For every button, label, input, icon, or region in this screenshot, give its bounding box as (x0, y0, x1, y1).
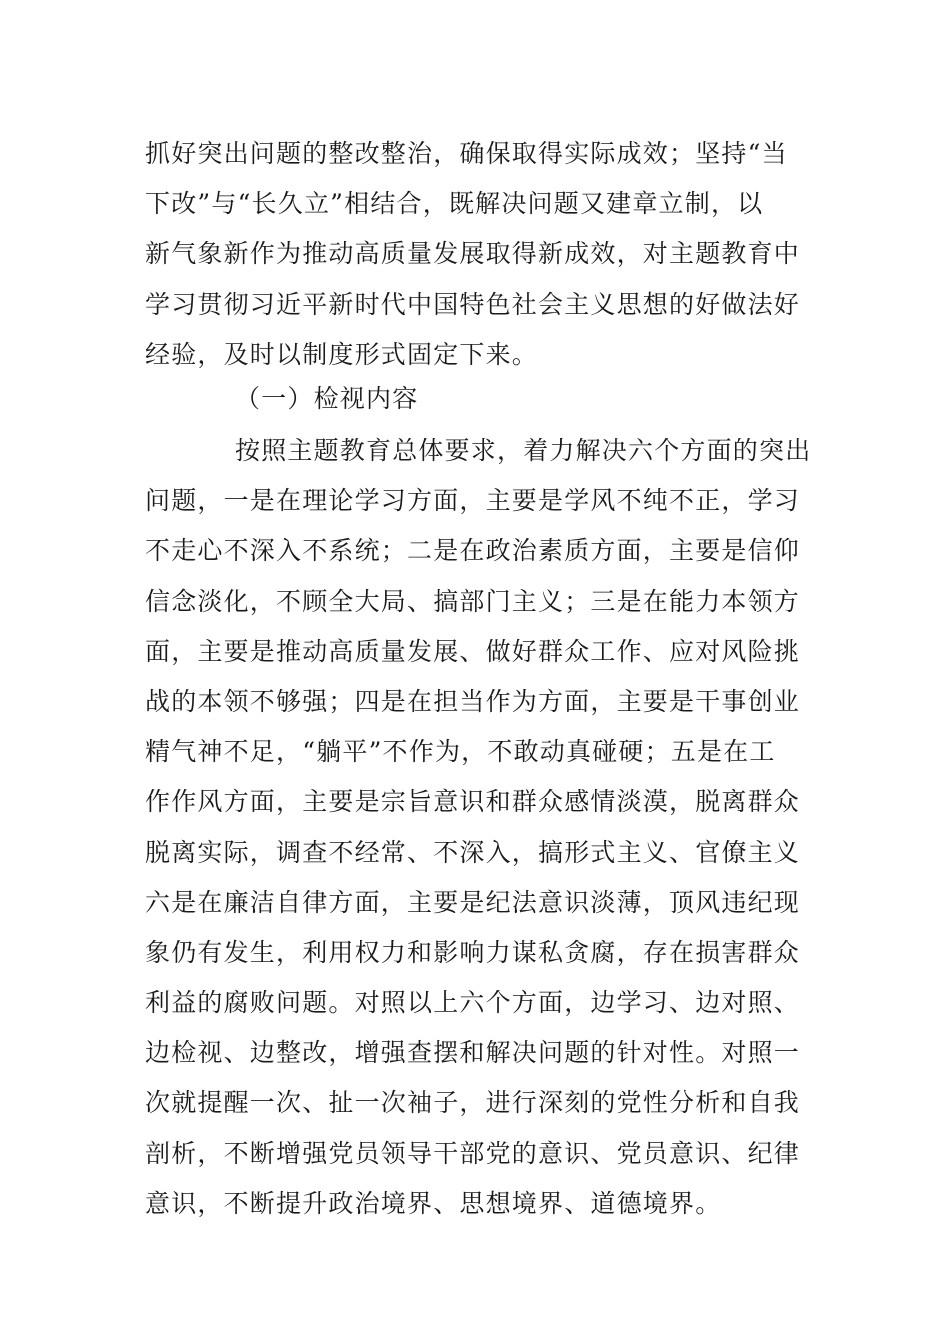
paragraph-line: 边检视、边整改，增强查摆和解决问题的针对性。对照一 (145, 1038, 801, 1068)
paragraph-line: 意识，不断提升政治境界、思想境界、道德境界。 (145, 1188, 722, 1218)
section-heading: （一）检视内容 (235, 384, 419, 413)
paragraph-line: 作作风方面，主要是宗旨意识和群众感情淡漠，脱离群众 (145, 787, 801, 817)
paragraph-line: 次就提醒一次、扯一次袖子，进行深刻的党性分析和自我 (145, 1088, 801, 1118)
paragraph-line: 学习贯彻习近平新时代中国特色社会主义思想的好做法好 (145, 289, 801, 319)
section-heading-block (145, 374, 815, 424)
paragraph-line: 不走心不深入不系统；二是在政治素质方面，主要是信仰 (145, 536, 801, 566)
paragraph-line: 按照主题教育总体要求，着力解决六个方面的突出 (235, 436, 812, 465)
paragraph-line: 六是在廉洁自律方面，主要是纪法意识淡薄，顶风违纪现 (145, 887, 801, 917)
paragraph-line: 脱离实际，调查不经常、不深入，搞形式主义、官僚主义 (145, 837, 801, 867)
paragraph-line: 抓好突出问题的整改整治，确保取得实际成效；坚持“当 (145, 139, 788, 168)
paragraph-line: 利益的腐败问题。对照以上六个方面，边学习、边对照、 (145, 988, 801, 1018)
continuation-paragraph (145, 129, 815, 380)
paragraph-line: 面，主要是推动高质量发展、做好群众工作、应对风险挑 (145, 636, 801, 666)
paragraph-line: 新气象新作为推动高质量发展取得新成效，对主题教育中 (145, 239, 801, 269)
paragraph-line: 剖析，不断增强党员领导干部党的意识、党员意识、纪律 (145, 1138, 801, 1168)
paragraph-line: 下改”与“长久立”相结合，既解决问题又建章立制，以 (145, 189, 764, 219)
paragraph-line: 精气神不足，“躺平”不作为，不敢动真碰硬；五是在工 (145, 737, 776, 767)
paragraph-line: 信念淡化，不顾全大局、搞部门主义；三是在能力本领方 (145, 586, 801, 616)
paragraph-line: 经验，及时以制度形式固定下来。 (145, 339, 539, 369)
paragraph-line: 问题，一是在理论学习方面，主要是学风不纯不正，学习 (145, 486, 801, 516)
paragraph-line: 象仍有发生，利用权力和影响力谋私贪腐，存在损害群众 (145, 937, 801, 967)
paragraph-line: 战的本领不够强；四是在担当作为方面，主要是干事创业 (145, 686, 801, 716)
body-paragraph (145, 426, 815, 1229)
